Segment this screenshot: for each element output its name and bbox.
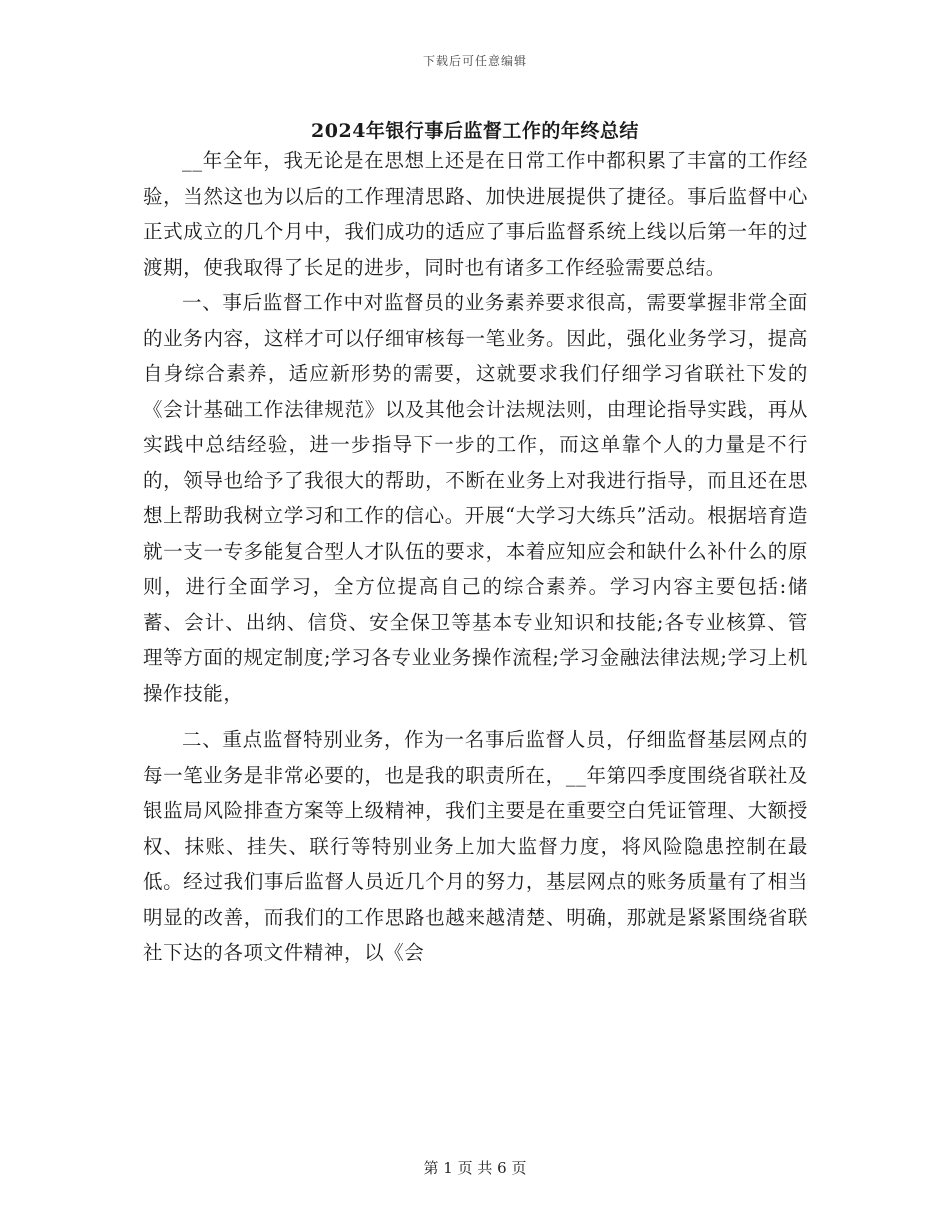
paragraph-intro: __年全年，我无论是在思想上还是在日常工作中都积累了丰富的工作经验，当然这也为以后的工作理清思路、加快进展提供了捷径。事后监督中心正式成立的几个月中，我们成功的适应了事后监督系统上线以后第一年的过渡期，使我取得了长足的进步，同时也有诸多工作经验需要总结。 [143, 149, 808, 279]
page-number: 第 1 页 共 6 页 [423, 1159, 527, 1177]
document-body [143, 143, 808, 971]
paragraph-section-1: 一、事后监督工作中对监督员的业务素养要求很高，需要掌握非常全面的业务内容，这样才可以仔细审核每一笔业务。因此，强化业务学习，提高自身综合素养，适应新形势的需要，这就要求我们仔细学习省联社下发的《会计基础工作法律规范》以及其他会计法规法则，由理论指导实践，再从实践中总结经验，进一步指导下一步的工作，而这单靠个人的力量是不行的，领导也给予了我很大的帮助，不断在业务上对我进行指导，而且还在思想上帮助我树立学习和工作的信心。开展“大学习大练兵”活动。根据培育造就一支一专多能复合型人才队伍的要求，本着应知应会和缺什么补什么的原则，进行全面学习，全方位提高自己的综合素养。学习内容主要包括:储蓄、会计、出纳、信贷、安全保卫等基本专业知识和技能;各专业核算、管理等方面的规定制度;学习各专业业务操作流程;学习金融法律法规;学习上机操作技能， [143, 291, 808, 705]
paragraph-section-2: 二、重点监督特别业务，作为一名事后监督人员，仔细监督基层网点的每一笔业务是非常必要的，也是我的职责所在，__年第四季度围绕省联社及银监局风险排查方案等上级精神，我们主要是在重要空白凭证管理、大额授权、抹账、挂失、联行等特别业务上加大监督力度，将风险隐患控制在最低。经过我们事后监督人员近几个月的努力，基层网点的账务质量有了相当明显的改善，而我们的工作思路也越来越清楚、明确，那就是紧紧围绕省联社下达的各项文件精神，以《会 [143, 728, 808, 964]
header-note: 下载后可任意编辑 [422, 54, 527, 68]
document-title: 2024年银行事后监督工作的年终总结 [311, 120, 639, 142]
paragraph-gap [143, 711, 808, 722]
